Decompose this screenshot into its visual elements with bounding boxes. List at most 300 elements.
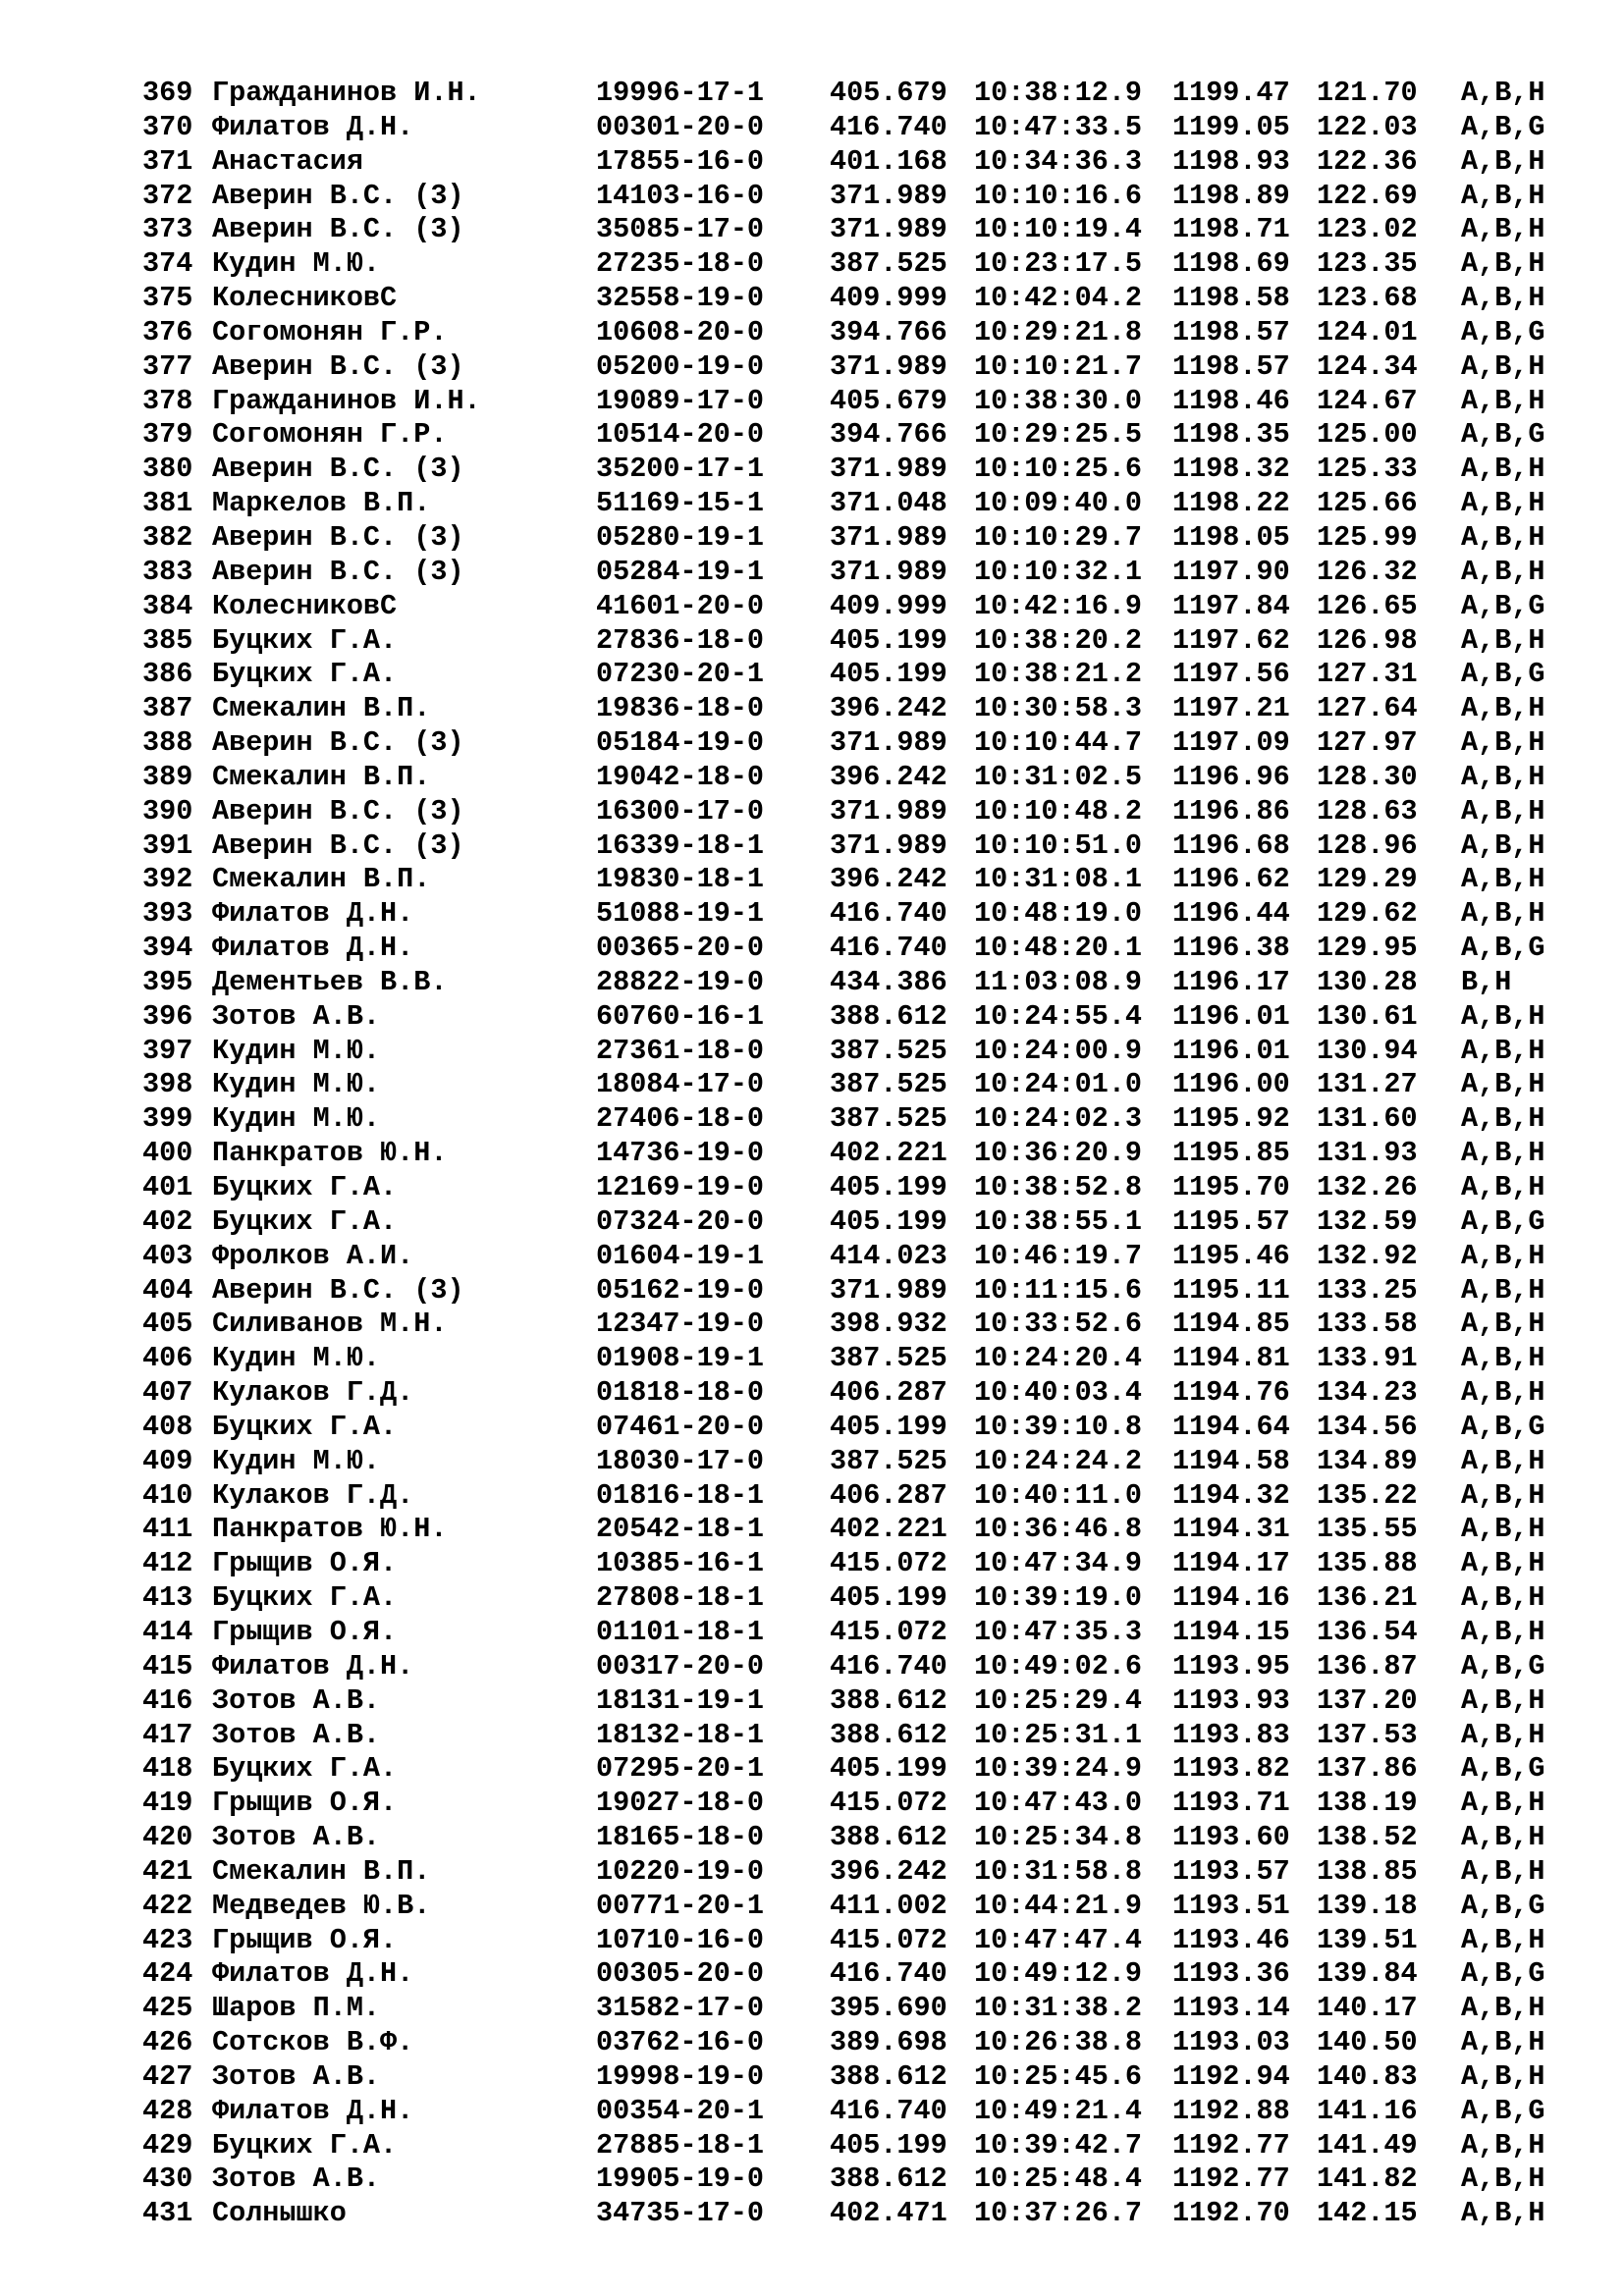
category-codes: A,B,G [1461,2094,1545,2127]
arrival-time: 10:24:01.0 [974,1068,1143,1101]
distance-value: 396.242 [830,692,947,725]
coefficient-value: 123.02 [1317,213,1418,246]
category-codes: A,B,H [1461,1718,1545,1751]
owner-name: Медведев Ю.В. [212,1889,431,1922]
arrival-time: 10:10:48.2 [974,794,1143,828]
category-codes: A,B,G [1461,1889,1545,1922]
distance-value: 402.221 [830,1513,947,1546]
arrival-time: 11:03:08.9 [974,965,1143,998]
coefficient-value: 131.27 [1317,1068,1418,1101]
speed-value: 1198.05 [1172,520,1290,554]
arrival-time: 10:38:20.2 [974,623,1143,657]
category-codes: A,B,H [1461,2026,1545,2059]
table-row [142,1479,1546,1514]
distance-value: 416.740 [830,1957,947,1991]
arrival-time: 10:47:43.0 [974,1787,1143,1820]
place-number: 392 [142,863,193,896]
category-codes: A,B,H [1461,1821,1545,1854]
coefficient-value: 139.51 [1317,1923,1418,1956]
category-codes: A,B,H [1461,555,1545,588]
coefficient-value: 127.64 [1317,692,1418,725]
arrival-time: 10:31:38.2 [974,1992,1143,2025]
place-number: 387 [142,692,193,725]
table-row [142,180,1546,214]
place-number: 379 [142,418,193,452]
coefficient-value: 137.86 [1317,1752,1418,1786]
table-row [142,247,1546,282]
place-number: 412 [142,1547,193,1580]
distance-value: 371.989 [830,349,947,383]
distance-value: 387.525 [830,1102,947,1136]
owner-name: Кудин М.Ю. [212,1444,381,1477]
distance-value: 415.072 [830,1923,947,1956]
place-number: 394 [142,932,193,965]
speed-value: 1195.57 [1172,1204,1290,1238]
arrival-time: 10:34:36.3 [974,144,1143,178]
coefficient-value: 139.18 [1317,1889,1418,1922]
ring-number: 19836-18-0 [596,692,765,725]
speed-value: 1192.77 [1172,2128,1290,2162]
arrival-time: 10:31:08.1 [974,863,1143,896]
speed-value: 1196.00 [1172,1068,1290,1101]
speed-value: 1196.86 [1172,794,1290,828]
owner-name: Филатов Д.Н. [212,1957,414,1991]
category-codes: A,B,G [1461,1649,1545,1682]
speed-value: 1198.57 [1172,349,1290,383]
distance-value: 371.989 [830,179,947,212]
speed-value: 1195.85 [1172,1137,1290,1170]
arrival-time: 10:47:33.5 [974,110,1143,143]
ring-number: 10385-16-1 [596,1547,765,1580]
owner-name: Кудин М.Ю. [212,247,381,281]
place-number: 415 [142,1649,193,1682]
speed-value: 1197.21 [1172,692,1290,725]
place-number: 410 [142,1478,193,1512]
coefficient-value: 132.59 [1317,1204,1418,1238]
arrival-time: 10:10:25.6 [974,453,1143,486]
table-row [142,1035,1546,1069]
distance-value: 387.525 [830,1068,947,1101]
category-codes: A,B,H [1461,1171,1545,1203]
category-codes: A,B,H [1461,1478,1545,1512]
ring-number: 00365-20-0 [596,932,765,965]
distance-value: 388.612 [830,1718,947,1751]
ring-number: 31582-17-0 [596,1992,765,2025]
table-row [142,1308,1546,1342]
owner-name: Смекалин В.П. [212,1854,431,1888]
place-number: 380 [142,453,193,486]
category-codes: A,B,H [1461,2128,1545,2162]
owner-name: Солнышко [212,2197,347,2230]
distance-value: 402.221 [830,1137,947,1170]
distance-value: 416.740 [830,897,947,931]
speed-value: 1198.32 [1172,453,1290,486]
distance-value: 387.525 [830,1034,947,1067]
distance-value: 406.287 [830,1376,947,1410]
table-row [142,2060,1546,2095]
arrival-time: 10:49:21.4 [974,2094,1143,2127]
category-codes: A,B,H [1461,1137,1545,1170]
place-number: 404 [142,1273,193,1307]
distance-value: 405.199 [830,2128,947,2162]
owner-name: Силиванов М.Н. [212,1308,448,1341]
distance-value: 416.740 [830,932,947,965]
speed-value: 1195.11 [1172,1273,1290,1307]
distance-value: 394.766 [830,315,947,348]
ring-number: 01101-18-1 [596,1615,765,1648]
distance-value: 405.199 [830,1171,947,1203]
owner-name: Кудин М.Ю. [212,1342,381,1375]
coefficient-value: 137.20 [1317,1683,1418,1717]
ring-number: 60760-16-1 [596,999,765,1033]
place-number: 424 [142,1957,193,1991]
arrival-time: 10:24:02.3 [974,1102,1143,1136]
distance-value: 388.612 [830,1683,947,1717]
category-codes: A,B,H [1461,863,1545,896]
speed-value: 1193.82 [1172,1752,1290,1786]
arrival-time: 10:48:20.1 [974,932,1143,965]
place-number: 416 [142,1683,193,1717]
ring-number: 05200-19-0 [596,349,765,383]
coefficient-value: 140.83 [1317,2059,1418,2093]
arrival-time: 10:29:21.8 [974,315,1143,348]
coefficient-value: 140.50 [1317,2026,1418,2059]
coefficient-value: 124.67 [1317,384,1418,417]
arrival-time: 10:25:31.1 [974,1718,1143,1751]
category-codes: A,B,H [1461,1854,1545,1888]
owner-name: Кулаков Г.Д. [212,1376,414,1410]
arrival-time: 10:42:16.9 [974,589,1143,622]
distance-value: 371.989 [830,555,947,588]
place-number: 409 [142,1444,193,1477]
arrival-time: 10:42:04.2 [974,282,1143,315]
place-number: 408 [142,1410,193,1443]
arrival-time: 10:37:26.7 [974,2197,1143,2230]
speed-value: 1196.44 [1172,897,1290,931]
owner-name: Филатов Д.Н. [212,110,414,143]
place-number: 413 [142,1581,193,1615]
arrival-time: 10:09:40.0 [974,487,1143,520]
category-codes: A,B,H [1461,282,1545,315]
ring-number: 51169-15-1 [596,487,765,520]
table-row [142,1411,1546,1445]
table-row [142,350,1546,385]
speed-value: 1193.51 [1172,1889,1290,1922]
category-codes: A,B,H [1461,453,1545,486]
category-codes: A,B,H [1461,1615,1545,1648]
place-number: 382 [142,520,193,554]
distance-value: 371.989 [830,1273,947,1307]
coefficient-value: 128.63 [1317,794,1418,828]
coefficient-value: 139.84 [1317,1957,1418,1991]
speed-value: 1194.81 [1172,1342,1290,1375]
ring-number: 07230-20-1 [596,658,765,691]
ring-number: 05284-19-1 [596,555,765,588]
speed-value: 1199.47 [1172,77,1290,109]
table-row [142,556,1546,590]
owner-name: Согомонян Г.Р. [212,315,448,348]
table-row [142,487,1546,521]
ring-number: 18165-18-0 [596,1821,765,1854]
table-row [142,282,1546,316]
distance-value: 371.989 [830,828,947,862]
category-codes: A,B,H [1461,1376,1545,1410]
place-number: 399 [142,1102,193,1136]
distance-value: 387.525 [830,247,947,281]
owner-name: Кулаков Г.Д. [212,1478,414,1512]
arrival-time: 10:24:20.4 [974,1342,1143,1375]
coefficient-value: 123.35 [1317,247,1418,281]
owner-name: Смекалин В.П. [212,760,431,793]
place-number: 397 [142,1034,193,1067]
arrival-time: 10:38:52.8 [974,1171,1143,1203]
place-number: 381 [142,487,193,520]
coefficient-value: 133.58 [1317,1308,1418,1341]
owner-name: Буцких Г.А. [212,1581,398,1615]
speed-value: 1194.32 [1172,1478,1290,1512]
coefficient-value: 130.94 [1317,1034,1418,1067]
place-number: 403 [142,1239,193,1272]
owner-name: Аверин В.С. (3) [212,555,464,588]
speed-value: 1197.62 [1172,623,1290,657]
speed-value: 1198.58 [1172,282,1290,315]
ring-number: 00301-20-0 [596,110,765,143]
place-number: 405 [142,1308,193,1341]
distance-value: 388.612 [830,999,947,1033]
owner-name: Грыщив О.Я. [212,1923,398,1956]
ring-number: 01908-19-1 [596,1342,765,1375]
coefficient-value: 132.92 [1317,1239,1418,1272]
owner-name: Смекалин В.П. [212,863,431,896]
place-number: 422 [142,1889,193,1922]
place-number: 391 [142,828,193,862]
place-number: 373 [142,213,193,246]
coefficient-value: 138.52 [1317,1821,1418,1854]
place-number: 425 [142,1992,193,2025]
coefficient-value: 134.56 [1317,1410,1418,1443]
owner-name: КолесниковС [212,282,398,315]
table-row [142,1274,1546,1308]
table-row [142,590,1546,624]
speed-value: 1192.88 [1172,2094,1290,2127]
category-codes: A,B,H [1461,1308,1545,1341]
place-number: 389 [142,760,193,793]
coefficient-value: 126.65 [1317,589,1418,622]
speed-value: 1193.95 [1172,1649,1290,1682]
place-number: 406 [142,1342,193,1375]
category-codes: A,B,G [1461,418,1545,452]
table-row [142,1957,1546,1992]
place-number: 417 [142,1718,193,1751]
category-codes: A,B,G [1461,1410,1545,1443]
table-row [142,932,1546,966]
speed-value: 1198.57 [1172,315,1290,348]
ring-number: 12347-19-0 [596,1308,765,1341]
ring-number: 07461-20-0 [596,1410,765,1443]
distance-value: 401.168 [830,144,947,178]
speed-value: 1193.03 [1172,2026,1290,2059]
ring-number: 12169-19-0 [596,1171,765,1203]
coefficient-value: 140.17 [1317,1992,1418,2025]
coefficient-value: 138.85 [1317,1854,1418,1888]
category-codes: A,B,H [1461,692,1545,725]
coefficient-value: 141.82 [1317,2163,1418,2196]
speed-value: 1193.14 [1172,1992,1290,2025]
place-number: 375 [142,282,193,315]
ring-number: 00771-20-1 [596,1889,765,1922]
table-row [142,1376,1546,1411]
place-number: 396 [142,999,193,1033]
category-codes: A,B,G [1461,589,1545,622]
ring-number: 03762-16-0 [596,2026,765,2059]
category-codes: A,B,H [1461,520,1545,554]
category-codes: A,B,H [1461,1513,1545,1546]
arrival-time: 10:25:29.4 [974,1683,1143,1717]
arrival-time: 10:47:35.3 [974,1615,1143,1648]
ring-number: 18084-17-0 [596,1068,765,1101]
table-row [142,453,1546,487]
category-codes: A,B,H [1461,2163,1545,2196]
category-codes: A,B,H [1461,1547,1545,1580]
ring-number: 00305-20-0 [596,1957,765,1991]
speed-value: 1196.68 [1172,828,1290,862]
arrival-time: 10:31:02.5 [974,760,1143,793]
table-row [142,1171,1546,1205]
ring-number: 20542-18-1 [596,1513,765,1546]
arrival-time: 10:29:25.5 [974,418,1143,452]
table-row [142,1342,1546,1376]
speed-value: 1198.71 [1172,213,1290,246]
arrival-time: 10:10:21.7 [974,349,1143,383]
distance-value: 415.072 [830,1615,947,1648]
arrival-time: 10:25:34.8 [974,1821,1143,1854]
place-number: 378 [142,384,193,417]
speed-value: 1192.94 [1172,2059,1290,2093]
distance-value: 411.002 [830,1889,947,1922]
ring-number: 16300-17-0 [596,794,765,828]
place-number: 383 [142,555,193,588]
table-row [142,2026,1546,2060]
place-number: 423 [142,1923,193,1956]
ring-number: 14103-16-0 [596,179,765,212]
coefficient-value: 125.99 [1317,520,1418,554]
table-row [142,1137,1546,1171]
distance-value: 405.199 [830,658,947,691]
coefficient-value: 136.21 [1317,1581,1418,1615]
distance-value: 416.740 [830,110,947,143]
speed-value: 1192.77 [1172,2163,1290,2196]
place-number: 386 [142,658,193,691]
coefficient-value: 122.36 [1317,144,1418,178]
category-codes: A,B,H [1461,2197,1545,2230]
ring-number: 05162-19-0 [596,1273,765,1307]
coefficient-value: 136.87 [1317,1649,1418,1682]
table-row [142,1752,1546,1787]
speed-value: 1193.36 [1172,1957,1290,1991]
distance-value: 388.612 [830,2163,947,2196]
speed-value: 1198.22 [1172,487,1290,520]
table-row [142,897,1546,932]
distance-value: 371.048 [830,487,947,520]
table-row [142,1581,1546,1616]
ring-number: 17855-16-0 [596,144,765,178]
distance-value: 416.740 [830,1649,947,1682]
owner-name: Зотов А.В. [212,1683,381,1717]
table-row [142,1821,1546,1855]
arrival-time: 10:33:52.6 [974,1308,1143,1341]
ring-number: 27235-18-0 [596,247,765,281]
distance-value: 394.766 [830,418,947,452]
arrival-time: 10:49:02.6 [974,1649,1143,1682]
place-number: 390 [142,794,193,828]
arrival-time: 10:10:51.0 [974,828,1143,862]
coefficient-value: 130.28 [1317,965,1418,998]
ring-number: 01604-19-1 [596,1239,765,1272]
arrival-time: 10:39:42.7 [974,2128,1143,2162]
owner-name: Филатов Д.Н. [212,932,414,965]
arrival-time: 10:39:24.9 [974,1752,1143,1786]
ring-number: 28822-19-0 [596,965,765,998]
table-row [142,2197,1546,2231]
distance-value: 434.386 [830,965,947,998]
table-row [142,1068,1546,1102]
speed-value: 1196.62 [1172,863,1290,896]
speed-value: 1196.17 [1172,965,1290,998]
coefficient-value: 124.01 [1317,315,1418,348]
owner-name: Зотов А.В. [212,1718,381,1751]
place-number: 418 [142,1752,193,1786]
table-row [142,795,1546,829]
speed-value: 1194.31 [1172,1513,1290,1546]
ring-number: 14736-19-0 [596,1137,765,1170]
arrival-time: 10:31:58.8 [974,1854,1143,1888]
ring-number: 34735-17-0 [596,2197,765,2230]
coefficient-value: 136.54 [1317,1615,1418,1648]
ring-number: 10710-16-0 [596,1923,765,1956]
coefficient-value: 132.26 [1317,1171,1418,1203]
category-codes: A,B,H [1461,1683,1545,1717]
distance-value: 405.199 [830,1204,947,1238]
table-row [142,1240,1546,1274]
category-codes: A,B,H [1461,384,1545,417]
speed-value: 1193.93 [1172,1683,1290,1717]
ring-number: 35200-17-1 [596,453,765,486]
distance-value: 402.471 [830,2197,947,2230]
category-codes: A,B,G [1461,110,1545,143]
coefficient-value: 128.96 [1317,828,1418,862]
category-codes: A,B,H [1461,349,1545,383]
coefficient-value: 134.89 [1317,1444,1418,1477]
speed-value: 1193.71 [1172,1787,1290,1820]
coefficient-value: 127.31 [1317,658,1418,691]
speed-value: 1195.46 [1172,1239,1290,1272]
category-codes: A,B,H [1461,247,1545,281]
place-number: 402 [142,1204,193,1238]
place-number: 431 [142,2197,193,2230]
owner-name: Зотов А.В. [212,2059,381,2093]
arrival-time: 10:10:16.6 [974,179,1143,212]
table-row [142,692,1546,726]
owner-name: Кудин М.Ю. [212,1102,381,1136]
coefficient-value: 134.23 [1317,1376,1418,1410]
category-codes: A,B,H [1461,1034,1545,1067]
arrival-time: 10:38:55.1 [974,1204,1143,1238]
ring-number: 19830-18-1 [596,863,765,896]
ring-number: 18131-19-1 [596,1683,765,1717]
speed-value: 1194.58 [1172,1444,1290,1477]
speed-value: 1193.46 [1172,1923,1290,1956]
table-row [142,1000,1546,1035]
